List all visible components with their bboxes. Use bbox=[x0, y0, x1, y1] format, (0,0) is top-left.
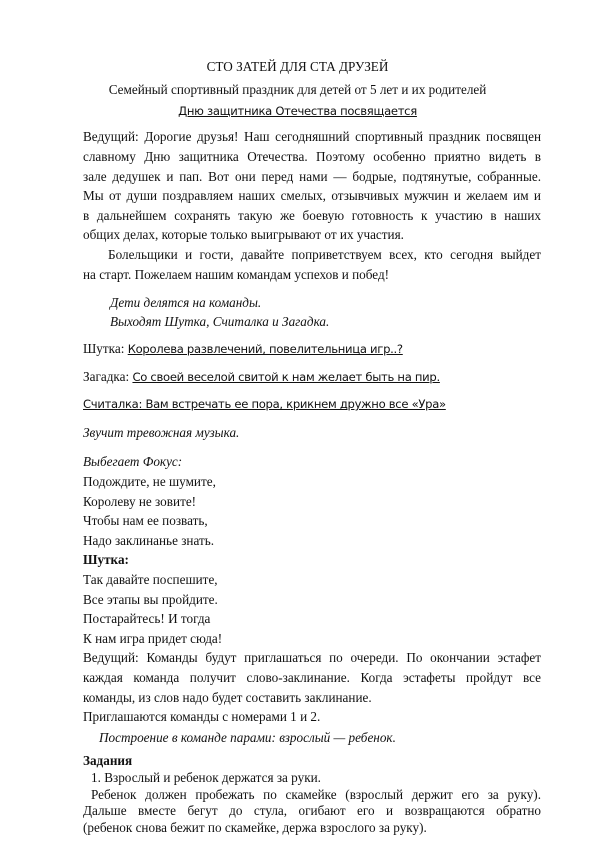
verse-line: К нам игра придет сюда! bbox=[83, 630, 223, 646]
host-line: каждая команда получит слово-заклинание. Когда эстафеты пройдут все bbox=[83, 669, 541, 685]
verse-line: Королеву не зовите! bbox=[83, 493, 197, 509]
task-line: Дальше вместе бегут до стула, огибают его и возвращаются обратно bbox=[83, 803, 541, 819]
intro-line: Болельщики и гости, давайте поприветствуем всех, кто сегодня выйдет bbox=[108, 247, 541, 263]
verse-line: Чтобы нам ее позвать, bbox=[83, 513, 208, 529]
verse-line: Все этапы вы пройдите. bbox=[83, 591, 218, 607]
formation-direction: Построение в команде парами: взрослый — ребенок. bbox=[99, 729, 396, 745]
document-title: СТО ЗАТЕЙ ДЛЯ СТА ДРУЗЕЙ bbox=[206, 59, 389, 74]
verse-line: Надо заклинанье знать. bbox=[83, 532, 215, 548]
music-direction: Звучит тревожная музыка. bbox=[83, 425, 240, 441]
intro-line: зале дедушек и пап. Вот они перед нами — бодрые, подтянутые, собранные. bbox=[83, 168, 541, 184]
intro-line: общих делах, которые только выигрывают от их участия. bbox=[83, 227, 404, 243]
host-line: Ведущий: Команды будут приглашаться по очереди. По окончании эстафет bbox=[83, 650, 541, 666]
verse-line: Подождите, не шумите, bbox=[83, 473, 216, 489]
host-line: Приглашаются команды с номерами 1 и 2. bbox=[83, 709, 321, 725]
speaker-label: Загадка: bbox=[83, 369, 133, 385]
shutka-line bbox=[83, 339, 403, 359]
task-line: Ребенок должен пробежать по скамейке (взрослый держит его за руку). bbox=[91, 786, 541, 802]
fokus-label: Выбегает Фокус: bbox=[83, 454, 183, 470]
verse-line: Постарайтесь! И тогда bbox=[83, 611, 211, 627]
dedication-line bbox=[0, 102, 595, 121]
speaker-text: Считалка: Вам встречать ее пора, крикнем дружно все «Ура» bbox=[83, 397, 446, 412]
task-line: (ребенок снова бежит по скамейке, держа взрослого за руку). bbox=[83, 820, 427, 836]
intro-line: в дальнейшем сохранять такую же боевую готовность к участию в наших bbox=[83, 207, 541, 223]
speaker-text: Со своей веселой свитой к нам желает быть на пир. bbox=[132, 370, 440, 385]
intro-line: Ведущий: Дорогие друзья! Наш сегодняшний спортивный праздник посвящен bbox=[83, 129, 541, 145]
intro-line: на старт. Пожелаем нашим командам успехов и побед! bbox=[83, 266, 390, 282]
speaker-label: Шутка: bbox=[83, 341, 128, 357]
stage-direction: Выходят Шутка, Считалка и Загадка. bbox=[110, 314, 330, 330]
host-line: команды, из слов надо будет составить заклинание. bbox=[83, 689, 372, 705]
document-subtitle: Семейный спортивный праздник для детей от 5 лет и их родителей bbox=[108, 82, 487, 97]
tasks-heading: Задания bbox=[83, 753, 133, 769]
intro-line: Мы от души поздравляем наших смелых, отзывчивых мужчин и желаем им и bbox=[83, 188, 541, 204]
schitalka-line bbox=[83, 395, 446, 414]
shutka-heading: Шутка: bbox=[83, 552, 129, 568]
verse-line: Так давайте поспешите, bbox=[83, 571, 218, 587]
dedication-text: Дню защитника Отечества посвящается bbox=[178, 104, 417, 118]
speaker-text: Королева развлечений, повелительница игр..? bbox=[127, 342, 403, 357]
stage-direction: Дети делятся на команды. bbox=[110, 294, 262, 310]
intro-line: славному Дню защитника Отечества. Поэтому особенно приятно видеть в bbox=[83, 149, 541, 165]
zagadka-line bbox=[83, 367, 440, 387]
task-item: 1. Взрослый и ребенок держатся за руки. bbox=[91, 769, 321, 785]
